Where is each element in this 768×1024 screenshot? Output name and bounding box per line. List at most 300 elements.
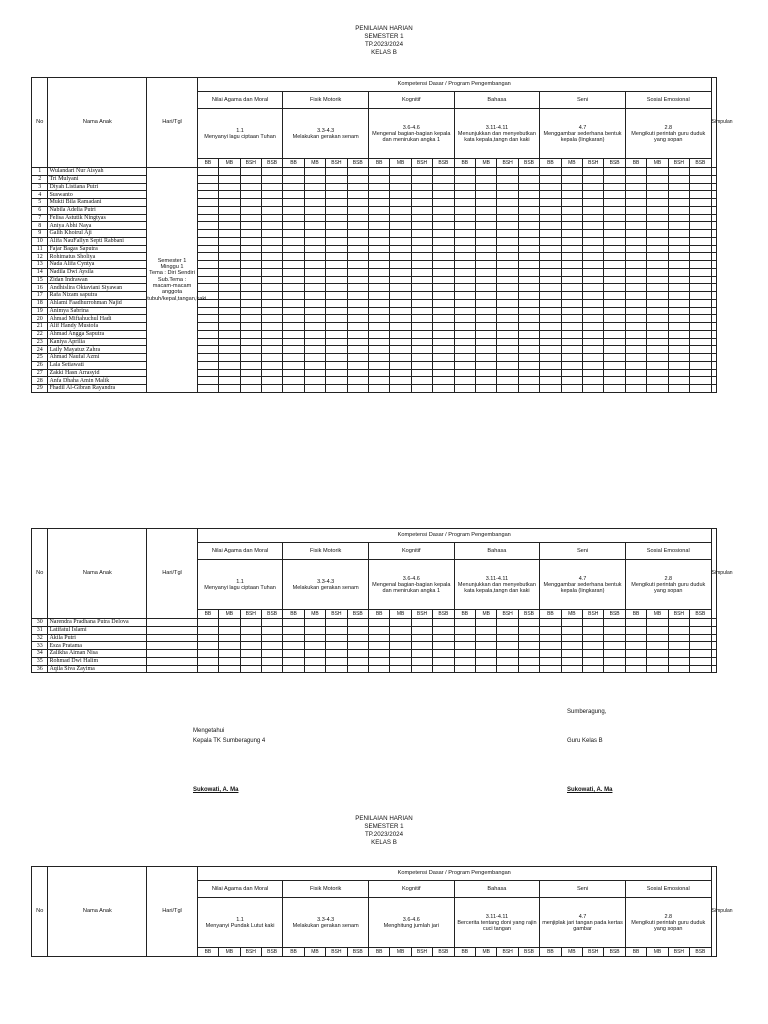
score-cell — [497, 346, 518, 354]
date-cell-line: Tema : Diri Sendiri — [149, 270, 195, 277]
score-cell — [604, 385, 625, 393]
score-cell — [454, 315, 475, 323]
score-cell — [390, 299, 411, 307]
score-cell — [283, 650, 304, 658]
score-cell — [283, 183, 304, 191]
student-number: 19 — [32, 307, 48, 315]
score-cell — [368, 245, 389, 253]
level-header: BSB — [347, 610, 368, 619]
score-cell — [433, 214, 454, 222]
score-cell — [433, 183, 454, 191]
score-cell — [283, 206, 304, 214]
score-cell — [604, 307, 625, 315]
score-cell — [454, 650, 475, 658]
score-cell — [326, 183, 347, 191]
score-cell — [583, 183, 604, 191]
score-cell — [497, 323, 518, 331]
area-header: Seni — [540, 543, 626, 560]
score-cell — [454, 385, 475, 393]
score-cell — [647, 230, 668, 238]
score-cell — [497, 175, 518, 183]
score-cell — [583, 276, 604, 284]
score-cell — [197, 214, 218, 222]
score-cell — [647, 354, 668, 362]
score-cell — [240, 299, 261, 307]
score-cell — [668, 665, 689, 673]
score-cell — [433, 261, 454, 269]
score-cell — [197, 183, 218, 191]
score-cell — [540, 626, 561, 634]
score-cell — [518, 276, 539, 284]
score-cell — [219, 377, 240, 385]
score-cell — [540, 299, 561, 307]
score-cell — [518, 665, 539, 673]
score-cell — [583, 168, 604, 176]
level-header: BB — [625, 610, 646, 619]
student-number: 21 — [32, 323, 48, 331]
score-cell — [583, 315, 604, 323]
score-cell — [690, 361, 712, 369]
score-cell — [261, 253, 282, 261]
score-cell — [625, 323, 646, 331]
score-cell — [604, 214, 625, 222]
score-cell — [368, 634, 389, 642]
score-cell — [625, 299, 646, 307]
kd-desc: Menggambar sederhana bentuk kepala (lingkaran) — [543, 130, 622, 143]
student-number: 7 — [32, 214, 48, 222]
score-cell — [497, 261, 518, 269]
score-cell — [454, 276, 475, 284]
score-cell — [347, 268, 368, 276]
table-row — [32, 369, 717, 377]
score-cell — [411, 315, 432, 323]
score-cell — [625, 361, 646, 369]
score-cell — [647, 657, 668, 665]
score-cell — [347, 191, 368, 199]
area-header: Bahasa — [454, 543, 540, 560]
student-number: 29 — [32, 385, 48, 393]
score-cell — [604, 206, 625, 214]
level-header: MB — [304, 948, 325, 957]
score-cell — [604, 230, 625, 238]
level-header: BSH — [583, 159, 604, 168]
score-cell — [368, 369, 389, 377]
score-cell — [454, 253, 475, 261]
score-cell — [283, 377, 304, 385]
score-cell — [197, 284, 218, 292]
score-cell — [261, 315, 282, 323]
score-cell — [390, 619, 411, 627]
score-cell — [390, 369, 411, 377]
score-cell — [561, 299, 582, 307]
score-cell — [304, 222, 325, 230]
score-cell — [604, 168, 625, 176]
student-number: 18 — [32, 299, 48, 307]
score-cell — [625, 665, 646, 673]
score-cell — [261, 354, 282, 362]
score-cell — [540, 315, 561, 323]
score-cell — [219, 642, 240, 650]
score-cell — [411, 369, 432, 377]
kd-cell — [625, 898, 711, 948]
score-cell — [240, 338, 261, 346]
score-cell — [240, 199, 261, 207]
score-cell — [454, 657, 475, 665]
level-header: BSH — [583, 948, 604, 957]
area-header: Sosial Emosional — [625, 881, 711, 898]
score-cell — [411, 284, 432, 292]
score-cell — [219, 299, 240, 307]
kd-code: 3.3-4.3 — [317, 578, 335, 585]
table-row — [32, 354, 717, 362]
score-cell — [497, 284, 518, 292]
table-row — [32, 206, 717, 214]
kd-cell — [454, 560, 540, 610]
score-cell — [283, 634, 304, 642]
date-cell-empty — [147, 650, 197, 658]
score-cell — [540, 261, 561, 269]
kd-code: 4.7 — [578, 575, 587, 582]
score-cell — [347, 657, 368, 665]
student-name: Nadila Dwi Aysila — [48, 268, 147, 276]
kd-code: 3.6-4.6 — [402, 916, 420, 923]
kd-code: 3.11-4.11 — [485, 575, 509, 582]
score-cell — [261, 642, 282, 650]
score-cell — [433, 346, 454, 354]
level-header: BB — [540, 610, 561, 619]
score-cell — [497, 191, 518, 199]
score-cell — [540, 323, 561, 331]
table-row — [32, 261, 717, 269]
score-cell — [604, 369, 625, 377]
score-cell — [283, 261, 304, 269]
score-cell — [283, 245, 304, 253]
simpulan-cell — [711, 168, 716, 176]
report-year: TP.2023/2024 — [364, 831, 404, 838]
kompetensi-header: Kompetensi Dasar / Program Pengembangan — [197, 529, 711, 543]
report-class: KELAS B — [371, 839, 397, 846]
score-cell — [454, 168, 475, 176]
score-cell — [518, 338, 539, 346]
score-cell — [368, 261, 389, 269]
score-cell — [561, 369, 582, 377]
table-row — [32, 385, 717, 393]
score-cell — [347, 245, 368, 253]
date-cell-empty — [147, 642, 197, 650]
score-cell — [690, 284, 712, 292]
score-cell — [390, 230, 411, 238]
score-cell — [454, 665, 475, 673]
score-cell — [368, 665, 389, 673]
score-cell — [197, 369, 218, 377]
score-cell — [219, 338, 240, 346]
score-cell — [497, 369, 518, 377]
student-name: Suswanto — [48, 191, 147, 199]
score-cell — [261, 307, 282, 315]
score-cell — [476, 191, 497, 199]
score-cell — [540, 199, 561, 207]
score-cell — [454, 222, 475, 230]
score-cell — [518, 245, 539, 253]
score-cell — [411, 361, 432, 369]
score-cell — [497, 354, 518, 362]
student-number: 24 — [32, 346, 48, 354]
score-cell — [604, 292, 625, 300]
score-cell — [433, 330, 454, 338]
score-cell — [625, 168, 646, 176]
score-cell — [668, 377, 689, 385]
score-cell — [540, 634, 561, 642]
score-cell — [197, 338, 218, 346]
score-cell — [454, 346, 475, 354]
score-cell — [518, 315, 539, 323]
score-cell — [304, 237, 325, 245]
report-class: KELAS B — [371, 49, 397, 56]
score-cell — [240, 354, 261, 362]
score-cell — [668, 268, 689, 276]
score-cell — [625, 191, 646, 199]
score-cell — [647, 276, 668, 284]
score-cell — [668, 206, 689, 214]
score-cell — [304, 657, 325, 665]
level-header: BB — [283, 159, 304, 168]
score-cell — [497, 206, 518, 214]
score-cell — [518, 361, 539, 369]
score-cell — [647, 299, 668, 307]
kd-cell — [283, 109, 369, 159]
score-cell — [561, 261, 582, 269]
score-cell — [647, 665, 668, 673]
score-cell — [476, 323, 497, 331]
score-cell — [476, 657, 497, 665]
student-number: 13 — [32, 261, 48, 269]
score-cell — [454, 199, 475, 207]
score-cell — [219, 626, 240, 634]
col-name-header: Nama Anak — [48, 529, 147, 619]
score-cell — [497, 237, 518, 245]
score-cell — [219, 323, 240, 331]
col-no-header: No — [32, 78, 48, 168]
score-cell — [433, 222, 454, 230]
score-cell — [690, 377, 712, 385]
kd-desc: Melakukan gerakan senam — [292, 922, 359, 929]
score-cell — [497, 292, 518, 300]
score-cell — [411, 245, 432, 253]
score-cell — [476, 346, 497, 354]
score-cell — [625, 642, 646, 650]
score-cell — [261, 626, 282, 634]
level-header: MB — [390, 610, 411, 619]
table-row — [32, 361, 717, 369]
score-cell — [240, 642, 261, 650]
score-cell — [668, 657, 689, 665]
score-cell — [197, 175, 218, 183]
score-cell — [690, 307, 712, 315]
table-row — [32, 338, 717, 346]
score-cell — [433, 206, 454, 214]
score-cell — [647, 307, 668, 315]
score-cell — [240, 253, 261, 261]
score-cell — [476, 230, 497, 238]
score-cell — [240, 268, 261, 276]
score-cell — [518, 377, 539, 385]
score-cell — [540, 191, 561, 199]
assessment-table-1 — [31, 77, 733, 393]
student-number: 1 — [32, 168, 48, 176]
simpulan-cell — [711, 292, 716, 300]
simpulan-cell — [711, 330, 716, 338]
student-name: Fajar Bagas Saputra — [48, 245, 147, 253]
score-cell — [368, 168, 389, 176]
score-cell — [326, 377, 347, 385]
score-cell — [604, 261, 625, 269]
score-cell — [240, 261, 261, 269]
score-cell — [197, 253, 218, 261]
level-header: BB — [454, 159, 475, 168]
score-cell — [690, 657, 712, 665]
score-cell — [647, 168, 668, 176]
level-header: BB — [454, 948, 475, 957]
score-cell — [476, 330, 497, 338]
student-name: Rafa Nizam saputra — [48, 292, 147, 300]
score-cell — [476, 175, 497, 183]
student-name: Wulandari Nur Aisyah — [48, 168, 147, 176]
score-cell — [261, 292, 282, 300]
score-cell — [390, 377, 411, 385]
score-cell — [454, 214, 475, 222]
score-cell — [411, 354, 432, 362]
level-header: BSB — [347, 159, 368, 168]
score-cell — [240, 307, 261, 315]
col-date-header: Hari/Tgl — [147, 867, 197, 957]
score-cell — [476, 292, 497, 300]
score-cell — [518, 650, 539, 658]
score-cell — [347, 650, 368, 658]
level-header: BSB — [518, 610, 539, 619]
score-cell — [497, 268, 518, 276]
score-cell — [390, 626, 411, 634]
score-cell — [326, 245, 347, 253]
score-cell — [561, 183, 582, 191]
score-cell — [476, 650, 497, 658]
score-cell — [197, 261, 218, 269]
score-cell — [583, 619, 604, 627]
student-number: 25 — [32, 354, 48, 362]
kd-cell — [368, 560, 454, 610]
level-header: BSB — [690, 948, 712, 957]
score-cell — [497, 377, 518, 385]
score-cell — [390, 642, 411, 650]
score-cell — [476, 284, 497, 292]
score-cell — [304, 183, 325, 191]
score-cell — [690, 315, 712, 323]
score-cell — [583, 199, 604, 207]
score-cell — [197, 315, 218, 323]
score-cell — [625, 307, 646, 315]
score-cell — [625, 634, 646, 642]
score-cell — [261, 323, 282, 331]
level-header: BSB — [604, 948, 625, 957]
score-cell — [625, 377, 646, 385]
score-cell — [647, 175, 668, 183]
score-cell — [347, 307, 368, 315]
score-cell — [518, 354, 539, 362]
score-cell — [476, 299, 497, 307]
level-header: BSH — [240, 159, 261, 168]
score-cell — [647, 245, 668, 253]
score-cell — [476, 626, 497, 634]
score-cell — [219, 268, 240, 276]
score-cell — [411, 338, 432, 346]
score-cell — [368, 183, 389, 191]
score-cell — [625, 626, 646, 634]
score-cell — [219, 199, 240, 207]
score-cell — [625, 268, 646, 276]
score-cell — [326, 253, 347, 261]
score-cell — [561, 168, 582, 176]
student-name: Rohimatus Sholiya — [48, 253, 147, 261]
score-cell — [283, 230, 304, 238]
score-cell — [411, 230, 432, 238]
score-cell — [583, 323, 604, 331]
score-cell — [283, 665, 304, 673]
score-cell — [283, 346, 304, 354]
score-cell — [411, 346, 432, 354]
score-cell — [368, 354, 389, 362]
score-cell — [219, 650, 240, 658]
simpulan-cell — [711, 299, 716, 307]
area-header: Seni — [540, 92, 626, 109]
score-cell — [411, 168, 432, 176]
score-cell — [197, 385, 218, 393]
score-cell — [625, 214, 646, 222]
level-header: MB — [476, 610, 497, 619]
score-cell — [583, 268, 604, 276]
score-cell — [411, 385, 432, 393]
simpulan-cell — [711, 665, 716, 673]
kd-desc: Mengenal bagian-bagian kepala dan menirukan angka 1 — [372, 130, 451, 143]
score-cell — [690, 354, 712, 362]
table-row — [32, 315, 717, 323]
score-cell — [583, 175, 604, 183]
level-header: BSB — [604, 610, 625, 619]
score-cell — [583, 206, 604, 214]
score-cell — [497, 626, 518, 634]
score-cell — [390, 199, 411, 207]
score-cell — [518, 237, 539, 245]
simpulan-cell — [711, 626, 716, 634]
level-header: BB — [368, 610, 389, 619]
score-cell — [240, 214, 261, 222]
score-cell — [497, 199, 518, 207]
score-cell — [390, 292, 411, 300]
kd-cell — [454, 109, 540, 159]
student-name: Diyah Listiana Putri — [48, 183, 147, 191]
score-cell — [583, 284, 604, 292]
score-cell — [240, 361, 261, 369]
score-cell — [625, 354, 646, 362]
score-cell — [197, 168, 218, 176]
level-header: MB — [219, 159, 240, 168]
score-cell — [219, 261, 240, 269]
score-cell — [283, 323, 304, 331]
score-cell — [668, 642, 689, 650]
score-cell — [583, 245, 604, 253]
kd-code: 3.6-4.6 — [402, 124, 420, 131]
score-cell — [433, 634, 454, 642]
simpulan-cell — [711, 245, 716, 253]
score-cell — [283, 315, 304, 323]
